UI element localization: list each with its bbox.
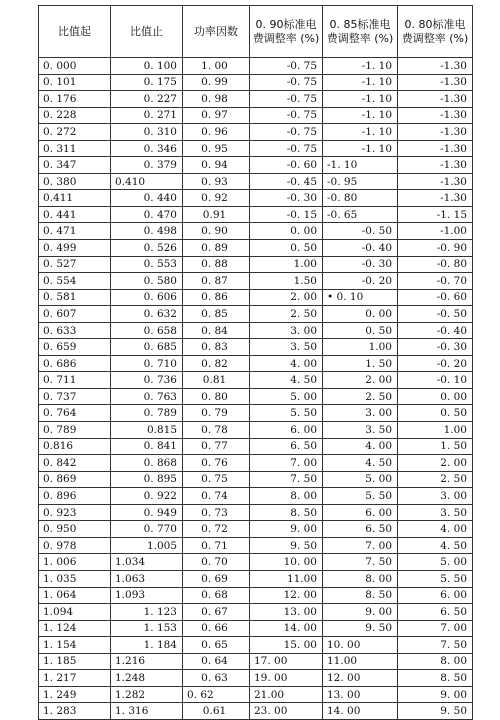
power-factor-cell: 0. 77 <box>183 438 250 455</box>
rate-085-cell: 0. 50 <box>323 322 398 339</box>
power-factor-cell: 0. 90 <box>183 223 250 240</box>
rate-085-cell: 2. 00 <box>323 372 398 389</box>
rate-085-cell: 0. 00 <box>323 306 398 323</box>
table-row <box>39 521 473 538</box>
header-rate-080: 0. 80标准电费调整率 (%) <box>398 6 473 58</box>
table-row <box>39 637 473 654</box>
ratio-start-cell: 0. 272 <box>39 124 111 141</box>
rate-090-cell: 12. 00 <box>250 587 323 604</box>
ratio-start-cell: 0. 842 <box>39 455 111 472</box>
rate-080-cell: 4. 50 <box>398 537 473 554</box>
ratio-end-cell: 1. 184 <box>111 637 183 654</box>
ratio-start-cell: 0. 607 <box>39 306 111 323</box>
rate-080-cell: 7. 00 <box>398 620 473 637</box>
ratio-end-cell: 0. 175 <box>111 74 183 91</box>
ratio-start-cell: 1. 283 <box>39 703 111 720</box>
rate-080-cell: 9. 00 <box>398 686 473 703</box>
rate-080-cell: -0. 10 <box>398 372 473 389</box>
rate-090-cell: 9. 50 <box>250 537 323 554</box>
table-row <box>39 686 473 703</box>
ratio-start-cell: 0. 176 <box>39 91 111 108</box>
ratio-end-cell: 0. 580 <box>111 273 183 290</box>
rate-080-cell: -1.30 <box>398 91 473 108</box>
rate-085-cell: 4. 00 <box>323 438 398 455</box>
ratio-start-cell: 0.816 <box>39 438 111 455</box>
rate-085-cell: -0. 20 <box>323 273 398 290</box>
rate-090-cell: -0. 75 <box>250 107 323 124</box>
ratio-end-cell: 1.216 <box>111 653 183 670</box>
rate-080-cell: 4. 00 <box>398 521 473 538</box>
rate-085-cell: 5. 50 <box>323 488 398 505</box>
ratio-end-cell: 1.282 <box>111 686 183 703</box>
ratio-start-cell: 0. 101 <box>39 74 111 91</box>
ratio-start-cell: 0. 347 <box>39 157 111 174</box>
power-factor-cell: 0. 82 <box>183 355 250 372</box>
rate-090-cell: -0. 45 <box>250 173 323 190</box>
rate-080-cell: -0. 40 <box>398 322 473 339</box>
power-factor-cell: 0. 88 <box>183 256 250 273</box>
rate-090-cell: -0. 60 <box>250 157 323 174</box>
rate-085-cell: 8. 00 <box>323 570 398 587</box>
rate-090-cell: -0. 15 <box>250 206 323 223</box>
power-factor-cell: 0. 86 <box>183 289 250 306</box>
ratio-end-cell: 1.248 <box>111 670 183 687</box>
table-row <box>39 306 473 323</box>
rate-080-cell: -0. 90 <box>398 240 473 257</box>
power-factor-cell: 0. 63 <box>183 670 250 687</box>
table-row <box>39 190 473 207</box>
ratio-end-cell: 1. 153 <box>111 620 183 637</box>
rate-085-cell: -1. 10 <box>323 74 398 91</box>
power-factor-cell: 0.81 <box>183 372 250 389</box>
ratio-end-cell: 0.410 <box>111 173 183 190</box>
table-row <box>39 422 473 439</box>
rate-080-cell: 5. 00 <box>398 554 473 571</box>
ratio-start-cell: 0. 737 <box>39 388 111 405</box>
rate-080-cell: 1.00 <box>398 422 473 439</box>
rate-090-cell: -0. 75 <box>250 124 323 141</box>
rate-080-cell: 8. 50 <box>398 670 473 687</box>
rate-090-cell: -0. 75 <box>250 91 323 108</box>
rate-090-cell: 13. 00 <box>250 604 323 621</box>
rate-080-cell: 0. 50 <box>398 405 473 422</box>
rate-080-cell: 3. 50 <box>398 504 473 521</box>
rate-090-cell: 1.00 <box>250 256 323 273</box>
ratio-end-cell: 1.005 <box>111 537 183 554</box>
ratio-start-cell: 0. 471 <box>39 223 111 240</box>
rate-085-cell: 8. 50 <box>323 587 398 604</box>
power-factor-cell: 0. 70 <box>183 554 250 571</box>
rate-090-cell: 7. 00 <box>250 455 323 472</box>
rate-090-cell: 6. 00 <box>250 422 323 439</box>
ratio-start-cell: 0. 633 <box>39 322 111 339</box>
ratio-end-cell: 0. 763 <box>111 388 183 405</box>
table-row <box>39 355 473 372</box>
rate-080-cell: -1.30 <box>398 190 473 207</box>
power-factor-adjustment-table <box>38 5 473 720</box>
ratio-end-cell: 0. 770 <box>111 521 183 538</box>
rate-090-cell: 4. 50 <box>250 372 323 389</box>
rate-090-cell: 21.00 <box>250 686 323 703</box>
table-row <box>39 703 473 720</box>
rate-085-cell: 3. 00 <box>323 405 398 422</box>
table-row <box>39 570 473 587</box>
table-row <box>39 240 473 257</box>
rate-090-cell: 19. 00 <box>250 670 323 687</box>
ratio-start-cell: 0. 554 <box>39 273 111 290</box>
ratio-start-cell: 0. 686 <box>39 355 111 372</box>
table-row <box>39 372 473 389</box>
rate-080-cell: 9. 50 <box>398 703 473 720</box>
rate-090-cell: 15. 00 <box>250 637 323 654</box>
ratio-start-cell: 0. 659 <box>39 339 111 356</box>
ratio-start-cell: 0. 441 <box>39 206 111 223</box>
rate-090-cell: 17. 00 <box>250 653 323 670</box>
rate-090-cell: 3. 00 <box>250 322 323 339</box>
header-ratio-end: 比值止 <box>111 6 183 58</box>
power-factor-cell: 0. 96 <box>183 124 250 141</box>
rate-080-cell: -1.30 <box>398 74 473 91</box>
ratio-start-cell: 1. 185 <box>39 653 111 670</box>
rate-080-cell: 8. 00 <box>398 653 473 670</box>
rate-085-cell: -0. 30 <box>323 256 398 273</box>
ratio-start-cell: 1. 035 <box>39 570 111 587</box>
rate-085-cell: 2. 50 <box>323 388 398 405</box>
ratio-start-cell: 1.094 <box>39 604 111 621</box>
power-factor-cell: 0. 97 <box>183 107 250 124</box>
ratio-start-cell: 1. 217 <box>39 670 111 687</box>
power-factor-cell: 0. 78 <box>183 422 250 439</box>
power-factor-cell: 0. 83 <box>183 339 250 356</box>
ratio-start-cell: 1. 124 <box>39 620 111 637</box>
ratio-start-cell: 1. 006 <box>39 554 111 571</box>
rate-080-cell: -1.30 <box>398 124 473 141</box>
table-row <box>39 670 473 687</box>
rate-080-cell: -1.30 <box>398 58 473 75</box>
rate-080-cell: -1.30 <box>398 157 473 174</box>
rate-090-cell: 9. 00 <box>250 521 323 538</box>
power-factor-cell: 0. 99 <box>183 74 250 91</box>
rate-085-cell: 7. 50 <box>323 554 398 571</box>
ratio-end-cell: 0. 346 <box>111 140 183 157</box>
rate-090-cell: 0. 00 <box>250 223 323 240</box>
rate-085-cell: 6. 00 <box>323 504 398 521</box>
ratio-start-cell: 1. 064 <box>39 587 111 604</box>
ratio-end-cell: 1.093 <box>111 587 183 604</box>
power-factor-cell: 0. 98 <box>183 91 250 108</box>
table-row <box>39 256 473 273</box>
ratio-start-cell: 0. 499 <box>39 240 111 257</box>
rate-080-cell: -0. 70 <box>398 273 473 290</box>
rate-085-cell: 9. 00 <box>323 604 398 621</box>
table-row <box>39 537 473 554</box>
ratio-end-cell: 0. 658 <box>111 322 183 339</box>
ratio-end-cell: 0. 895 <box>111 471 183 488</box>
table-row <box>39 273 473 290</box>
rate-090-cell: 1.50 <box>250 273 323 290</box>
rate-080-cell: -1. 15 <box>398 206 473 223</box>
ratio-end-cell: 0. 606 <box>111 289 183 306</box>
rate-090-cell: 2. 00 <box>250 289 323 306</box>
power-factor-cell: 0.61 <box>183 703 250 720</box>
ratio-end-cell: 1. 316 <box>111 703 183 720</box>
rate-090-cell: 8. 00 <box>250 488 323 505</box>
ratio-start-cell: 0. 789 <box>39 422 111 439</box>
table-row <box>39 124 473 141</box>
table-row <box>39 157 473 174</box>
power-factor-cell: 0. 95 <box>183 140 250 157</box>
header-power-factor: 功率因数 <box>183 6 250 58</box>
table-row <box>39 653 473 670</box>
rate-085-cell: -1. 10 <box>323 58 398 75</box>
ratio-end-cell: 0. 470 <box>111 206 183 223</box>
rate-085-cell: -0. 95 <box>323 173 398 190</box>
rate-085-cell: 13. 00 <box>323 686 398 703</box>
rate-085-cell: -1. 10 <box>323 107 398 124</box>
rate-080-cell: -1.30 <box>398 140 473 157</box>
ratio-start-cell: 0. 000 <box>39 58 111 75</box>
header-ratio-start: 比值起 <box>39 6 111 58</box>
rate-085-cell: 6. 50 <box>323 521 398 538</box>
rate-085-cell: 9. 50 <box>323 620 398 637</box>
ratio-start-cell: 0. 764 <box>39 405 111 422</box>
ratio-end-cell: 1. 123 <box>111 604 183 621</box>
power-factor-cell: 0. 73 <box>183 504 250 521</box>
ratio-start-cell: 0. 869 <box>39 471 111 488</box>
table-row <box>39 604 473 621</box>
rate-085-cell: 1.00 <box>323 339 398 356</box>
rate-090-cell: -0. 75 <box>250 140 323 157</box>
ratio-start-cell: 0. 527 <box>39 256 111 273</box>
power-factor-cell: 0. 64 <box>183 653 250 670</box>
power-factor-cell: 0. 76 <box>183 455 250 472</box>
table-row <box>39 58 473 75</box>
rate-085-cell: • 0. 10 <box>323 289 398 306</box>
rate-080-cell: -0. 50 <box>398 306 473 323</box>
header-rate-085: 0. 85标准电费调整率 (%) <box>323 6 398 58</box>
table-row <box>39 107 473 124</box>
rate-085-cell: 4. 50 <box>323 455 398 472</box>
ratio-start-cell: 0. 581 <box>39 289 111 306</box>
power-factor-cell: 0. 72 <box>183 521 250 538</box>
ratio-start-cell: 0. 923 <box>39 504 111 521</box>
table-row <box>39 289 473 306</box>
ratio-end-cell: 0. 526 <box>111 240 183 257</box>
ratio-end-cell: 0. 440 <box>111 190 183 207</box>
ratio-end-cell: 0. 553 <box>111 256 183 273</box>
table-row <box>39 91 473 108</box>
rate-085-cell: -1. 10 <box>323 157 398 174</box>
rate-085-cell: -1. 10 <box>323 140 398 157</box>
rate-085-cell: -0. 80 <box>323 190 398 207</box>
rate-085-cell: -1. 10 <box>323 91 398 108</box>
table-row <box>39 504 473 521</box>
rate-090-cell: 2. 50 <box>250 306 323 323</box>
power-factor-cell: 0. 93 <box>183 173 250 190</box>
ratio-end-cell: 0. 736 <box>111 372 183 389</box>
ratio-start-cell: 1. 249 <box>39 686 111 703</box>
power-factor-cell: 0. 87 <box>183 273 250 290</box>
rate-080-cell: -0. 30 <box>398 339 473 356</box>
power-factor-cell: 0. 92 <box>183 190 250 207</box>
ratio-end-cell: 0. 379 <box>111 157 183 174</box>
rate-090-cell: 4. 00 <box>250 355 323 372</box>
rate-090-cell: 23. 00 <box>250 703 323 720</box>
rate-090-cell: -0. 75 <box>250 58 323 75</box>
rate-085-cell: -1. 10 <box>323 124 398 141</box>
rate-080-cell: 6. 50 <box>398 604 473 621</box>
power-factor-cell: 0. 69 <box>183 570 250 587</box>
rate-090-cell: 5. 50 <box>250 405 323 422</box>
rate-080-cell: 3. 00 <box>398 488 473 505</box>
ratio-end-cell: 0. 685 <box>111 339 183 356</box>
power-factor-cell: 0. 80 <box>183 388 250 405</box>
rate-090-cell: 10. 00 <box>250 554 323 571</box>
power-factor-cell: 0. 75 <box>183 471 250 488</box>
power-factor-cell: 0. 74 <box>183 488 250 505</box>
ratio-start-cell: 1. 154 <box>39 637 111 654</box>
ratio-end-cell: 0. 868 <box>111 455 183 472</box>
table-row <box>39 173 473 190</box>
table-row <box>39 488 473 505</box>
ratio-end-cell: 1.034 <box>111 554 183 571</box>
header-rate-090: 0. 90标准电费调整率 (%) <box>250 6 323 58</box>
rate-090-cell: -0. 30 <box>250 190 323 207</box>
rate-085-cell: 10. 00 <box>323 637 398 654</box>
table-row <box>39 206 473 223</box>
rate-080-cell: 5. 50 <box>398 570 473 587</box>
table-row <box>39 223 473 240</box>
rate-080-cell: -0. 20 <box>398 355 473 372</box>
rate-080-cell: 6. 00 <box>398 587 473 604</box>
rate-080-cell: -0. 80 <box>398 256 473 273</box>
rate-085-cell: 5. 00 <box>323 471 398 488</box>
rate-085-cell: 7. 00 <box>323 537 398 554</box>
rate-080-cell: 0. 00 <box>398 388 473 405</box>
rate-090-cell: -0. 75 <box>250 74 323 91</box>
rate-090-cell: 7. 50 <box>250 471 323 488</box>
ratio-start-cell: 0.411 <box>39 190 111 207</box>
ratio-end-cell: 0. 632 <box>111 306 183 323</box>
table-row <box>39 455 473 472</box>
rate-085-cell: 14. 00 <box>323 703 398 720</box>
table-row <box>39 74 473 91</box>
rate-090-cell: 3. 50 <box>250 339 323 356</box>
power-factor-cell: 1. 00 <box>183 58 250 75</box>
ratio-end-cell: 0. 310 <box>111 124 183 141</box>
power-factor-cell: 0. 85 <box>183 306 250 323</box>
ratio-end-cell: 0. 100 <box>111 58 183 75</box>
ratio-start-cell: 0. 896 <box>39 488 111 505</box>
rate-090-cell: 5. 00 <box>250 388 323 405</box>
power-factor-cell: 0. 68 <box>183 587 250 604</box>
rate-090-cell: 11.00 <box>250 570 323 587</box>
ratio-end-cell: 1.063 <box>111 570 183 587</box>
table-body <box>39 58 473 720</box>
ratio-end-cell: 0. 710 <box>111 355 183 372</box>
rate-085-cell: -0. 40 <box>323 240 398 257</box>
ratio-end-cell: 0.815 <box>111 422 183 439</box>
rate-080-cell: 1. 50 <box>398 438 473 455</box>
ratio-end-cell: 0. 271 <box>111 107 183 124</box>
rate-085-cell: 11.00 <box>323 653 398 670</box>
rate-085-cell: 3. 50 <box>323 422 398 439</box>
ratio-end-cell: 0. 949 <box>111 504 183 521</box>
ratio-end-cell: 0. 227 <box>111 91 183 108</box>
ratio-start-cell: 0. 380 <box>39 173 111 190</box>
ratio-end-cell: 0. 841 <box>111 438 183 455</box>
table-header-row <box>39 6 473 58</box>
table-row <box>39 339 473 356</box>
table-row <box>39 405 473 422</box>
ratio-start-cell: 0. 228 <box>39 107 111 124</box>
ratio-end-cell: 0. 789 <box>111 405 183 422</box>
rate-090-cell: 8. 50 <box>250 504 323 521</box>
table-row <box>39 322 473 339</box>
rate-080-cell: 2. 00 <box>398 455 473 472</box>
power-factor-cell: 0. 89 <box>183 240 250 257</box>
ratio-start-cell: 0. 978 <box>39 537 111 554</box>
rate-090-cell: 6. 50 <box>250 438 323 455</box>
rate-080-cell: 2. 50 <box>398 471 473 488</box>
ratio-start-cell: 0. 311 <box>39 140 111 157</box>
rate-080-cell: -0. 60 <box>398 289 473 306</box>
rate-085-cell: 1. 50 <box>323 355 398 372</box>
rate-090-cell: 0. 50 <box>250 240 323 257</box>
power-factor-cell: 0. 62 <box>183 686 250 703</box>
table-row <box>39 587 473 604</box>
rate-085-cell: -0. 65 <box>323 206 398 223</box>
table-row <box>39 554 473 571</box>
power-factor-cell: 0. 71 <box>183 537 250 554</box>
table-row <box>39 620 473 637</box>
power-factor-cell: 0. 67 <box>183 604 250 621</box>
ratio-start-cell: 0. 711 <box>39 372 111 389</box>
ratio-end-cell: 0. 922 <box>111 488 183 505</box>
rate-080-cell: -1.30 <box>398 107 473 124</box>
power-factor-cell: 0. 65 <box>183 637 250 654</box>
table-row <box>39 388 473 405</box>
rate-080-cell: -1.00 <box>398 223 473 240</box>
power-factor-cell: 0. 66 <box>183 620 250 637</box>
power-factor-cell: 0. 84 <box>183 322 250 339</box>
power-factor-cell: 0. 79 <box>183 405 250 422</box>
ratio-start-cell: 0. 950 <box>39 521 111 538</box>
rate-080-cell: 7. 50 <box>398 637 473 654</box>
table-row <box>39 471 473 488</box>
ratio-end-cell: 0. 498 <box>111 223 183 240</box>
rate-080-cell: -1.30 <box>398 173 473 190</box>
rate-085-cell: 12. 00 <box>323 670 398 687</box>
power-factor-cell: 0.91 <box>183 206 250 223</box>
table-row <box>39 438 473 455</box>
rate-090-cell: 14. 00 <box>250 620 323 637</box>
rate-085-cell: -0. 50 <box>323 223 398 240</box>
table-row <box>39 140 473 157</box>
power-factor-cell: 0. 94 <box>183 157 250 174</box>
